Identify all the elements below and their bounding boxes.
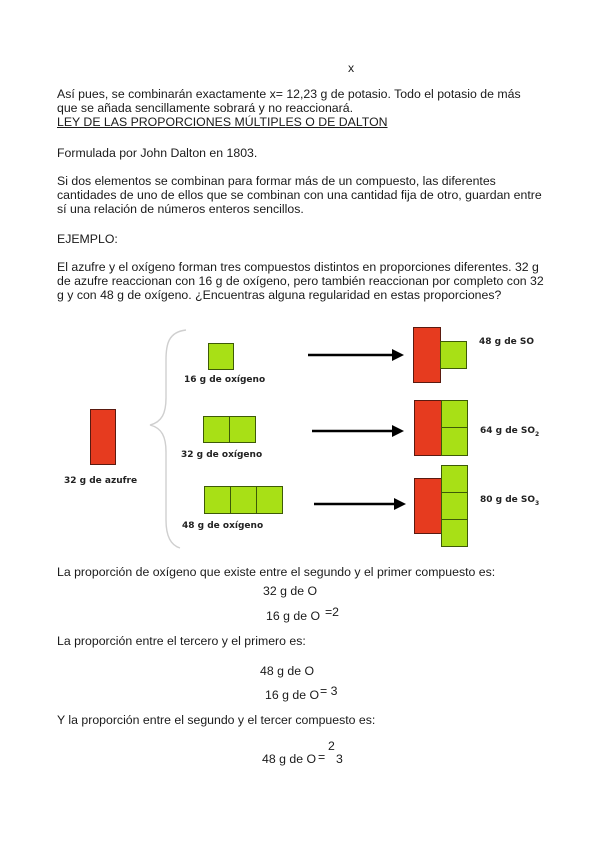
ratio2-result: = 3 — [320, 684, 338, 698]
product-so2-oxygen-a — [441, 400, 468, 428]
top-variable: x — [348, 61, 355, 75]
formulated-text: Formulada por John Dalton en 1803. — [57, 146, 258, 160]
example-line-1: El azufre y el oxígeno forman tres compuestos distintos en proporciones diferentes. 32 g — [57, 260, 539, 274]
oxygen-label-32: 32 g de oxígeno — [181, 450, 263, 460]
arrow-1-head — [392, 349, 404, 361]
ratio3-fraction-numerator: 2 — [328, 739, 335, 753]
ratio3-equals: = — [318, 750, 326, 764]
product-so2-label — [480, 426, 539, 438]
ratio1-numerator: 32 g de O — [263, 584, 318, 598]
oxygen-label-16: 16 g de oxígeno — [184, 375, 266, 385]
product-so3-oxygen-a — [441, 465, 468, 493]
product-so-sulfur — [413, 327, 441, 383]
statement-line-3: sí una relación de números enteros sencillos. — [57, 202, 304, 216]
sulfur-label: 32 g de azufre — [64, 476, 138, 486]
curly-brace — [150, 330, 186, 548]
intro-line-1: Así pues, se combinarán exactamente x= 12,23 g de potasio. Todo el potasio de más — [57, 87, 521, 101]
oxygen-block-32b — [229, 416, 256, 443]
ratio3-fraction-denominator: 3 — [336, 752, 343, 766]
oxygen-label-48: 48 g de oxígeno — [182, 521, 264, 531]
ratio3-intro: Y la proporción entre el segundo y el tercer compuesto es: — [57, 713, 376, 727]
product-so-label: 48 g de SO — [479, 337, 535, 347]
product-so3-sulfur — [414, 478, 442, 534]
ratio2-denominator: 16 g de O — [265, 688, 320, 702]
product-so-oxygen — [440, 341, 467, 369]
oxygen-block-48b — [230, 486, 257, 514]
ratio3-denominator: 48 g de O — [262, 752, 317, 766]
product-so2-subscript: 2 — [535, 430, 540, 438]
example-line-3: g y con 48 g de oxígeno. ¿Encuentras alguna regularidad en estas proporciones? — [57, 288, 502, 302]
arrow-2-head — [392, 425, 404, 437]
statement-line-2: cantidades de uno de ellos que se combinan con una cantidad fija de otro, guardan entre — [57, 188, 542, 202]
oxygen-block-48a — [204, 486, 231, 514]
oxygen-block-16 — [208, 343, 234, 370]
ratio2-numerator: 48 g de O — [260, 664, 315, 678]
ratio1-result: =2 — [325, 605, 340, 619]
example-line-2: de azufre reaccionan con 16 g de oxígeno, pero también reaccionan por completo con 32 — [57, 274, 544, 288]
product-so3-label-main: 80 g de SO — [480, 495, 536, 505]
law-title: LEY DE LAS PROPORCIONES MÚLTIPLES O DE DALTON — [57, 115, 388, 129]
oxygen-block-32a — [203, 416, 230, 443]
product-so2-oxygen-b — [441, 427, 468, 456]
product-so3-label — [480, 495, 539, 507]
product-so3-oxygen-b — [441, 492, 468, 520]
arrow-3-head — [394, 498, 406, 510]
statement-line-1: Si dos elementos se combinan para formar más de un compuesto, las diferentes — [57, 174, 496, 188]
intro-line-2: que se añada sencillamente sobrará y no reaccionará. — [57, 101, 353, 115]
product-so3-oxygen-c — [441, 519, 468, 547]
ratio1-intro: La proporción de oxígeno que existe entre el segundo y el primer compuesto es: — [57, 565, 496, 579]
example-label: EJEMPLO: — [57, 232, 118, 246]
oxygen-block-48c — [256, 486, 283, 514]
sulfur-block — [90, 409, 116, 465]
product-so2-label-main: 64 g de SO — [480, 426, 536, 436]
product-so3-subscript: 3 — [535, 499, 540, 507]
ratio2-intro: La proporción entre el tercero y el primero es: — [57, 634, 306, 648]
product-so2-sulfur — [414, 400, 442, 456]
ratio1-denominator: 16 g de O — [266, 609, 321, 623]
